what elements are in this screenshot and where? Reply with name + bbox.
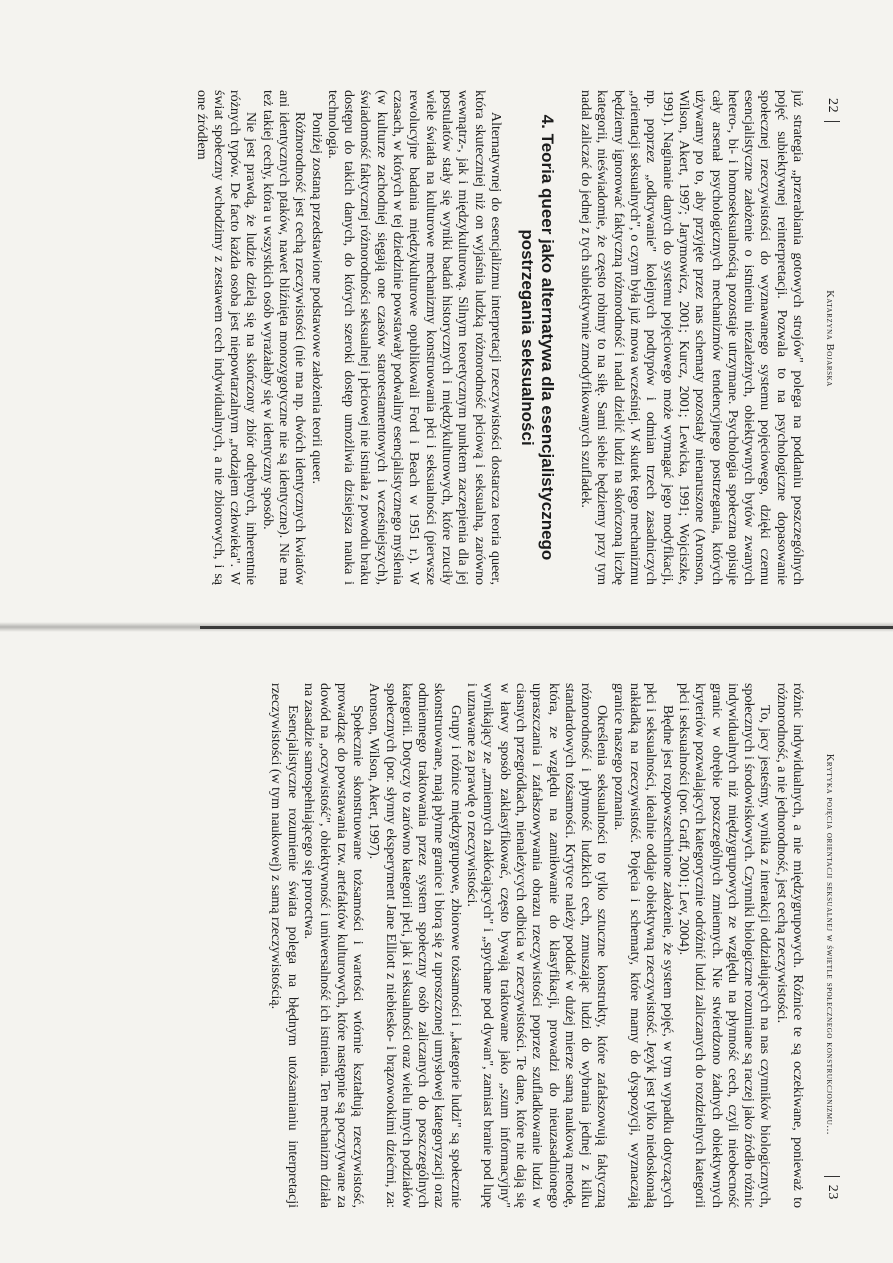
paragraph: różnic indywidualnych, a nie międzygrupowych. Różnice te są oczekiwane, ponieważ to różnorodność, a nie jednorodność, jest cechą rzeczywistości. <box>773 683 805 1208</box>
section-heading: 4. Teoria queer jako alternatywa dla esencjalistycznego postrzegania seksualności <box>517 114 557 561</box>
left-page-number: 22 <box>824 90 840 122</box>
paragraph: Błędne jest rozpowszechnione założenie, że system pojęć, w tym wypadku dotyczących płci i seksualności, idealnie oddaje obiektywną rzeczywistość. Język jest tylko niedoskonałą nakładką na rzeczywistość. Pojęcia i schematy, które mamy do dyspozycji, wyznaczają granice naszego poznania. <box>610 683 675 1208</box>
paragraph: Alternatywnej do esencjalizmu interpretacji rzeczywistości dostarcza teoria queer, która skuteczniej niż on wyjaśnia ludzką różnorodność płciową i seksualną, zarówno wewnątrz-, jak i międzykulturową. Silnym teoretycznym punktem zaczepienia dla jej postulatów stały się wyniki badań historycznych i międzykulturowych, które rzuciły wiele światła na kulturowe mechanizmy konstruowania płci i seksualności (pierwsze rewolucyjne badania międzykulturowe opublikowali Ford i Beach w 1951 r.). W czasach, w których w tej dziedzinie powstawały podwaliny esencjalistycznego myślenia (w kulturze zachodniej sięgają one czasów starotestamentowych i wcześniejszych), świadomość faktycznej różnorodności seksualnej i płciowej nie istniała z powodu braku dostępu do takich danych, do których szeroki dostęp umożliwia dzisiejsza nauka i technologia. <box>324 90 503 585</box>
paragraph: Poniżej zostaną przedstawione podstawowe założenia teorii queer. <box>308 112 324 485</box>
left-running-head <box>823 90 840 585</box>
right-page-number: 23 <box>824 1176 840 1208</box>
paragraph: Nie jest prawdą, że ludzie dzielą się na skończony zbiór odrębnych, inherentnie różnych typów. De facto każda osoba jest niepowtarzalnym „rodzajem człowieka". W świat społeczny wchodzimy z zestawem cech indywidualnych, a nie zbiorowych, i są one źródłem <box>194 90 259 585</box>
paragraph: Społecznie skonstruowane tożsamości i wartości wtórnie kształtują rzeczywistość, prowadząc do powstawania tzw. artefaktów kulturowych, które następnie są poczytywane za dowód na „oczywistość", obiektywność i uniwersalność ich istnienia. Ten mechanizm działa na zasadzie samospełniającego się proroctwa. <box>301 683 365 1208</box>
left-running-title: Katarzyna Bojarska <box>824 290 835 387</box>
paragraph: Określenia seksualności to tylko sztuczne konstrukty, które zafałszowują faktyczną różnorodność i płynność ludzkich cech, zmuszając ludzi do wybrania jednej z kilku standardowych tożsamości. Krytyce należy poddać w dużej mierze samą naukową metodę, która, ze względu na zamiłowanie do klasyfikacji, prowadzi do nieuzasadnionego upraszczania i zafałszowywania obrazu rzeczywistości poprzez szufladkowanie ludzi w ciasnych przegródkach, nienależycych odbicia w rzeczywistości. Te dane, które nie dają się w łatwy sposób zaklasyfikować, często bywają traktowane jako „szum informacyjny" wynikający ze „zmiennych zakłócających" i „spychane pod dywan", zamiast branie pod lupę i uznawane za prawdę o rzeczywistości. <box>464 683 610 1208</box>
book-gutter-line <box>200 626 893 629</box>
right-page <box>50 683 840 1208</box>
right-running-title: Krytyka pojęcia orientacji seksualnej w świetle społecznego konstrukcjonizmu... <box>824 753 835 1136</box>
paragraph: Grupy i różnice międzygrupowe, zbiorowe tożsamości i „kategorie ludzi" są społecznie skonstruowane, mają płynne granice i biorą się z uproszczonej umysłowej kategoryzacji oraz odmiennego traktowania przez system społeczny osób zaliczanych do poszczególnych kategorii. Dotyczy to zarówno kategorii płci, jak i seksualności oraz wielu innych podziałów społecznych (por. słynny eksperyment Jane Elliott z niebiesko- i brązowookimi dziećmi, za: Aronson, Wilson, Akert, 1997). <box>366 683 463 1208</box>
paragraph: Różnorodność jest cechą rzeczywistości (nie ma np. dwóch identycznych kwiatów ani identycznych ptaków, nawet bliźnięta monozygotyczne nie są identyczne). Nie ma też takiej cechy, która u wszystkich osób wyrażałaby się w identyczny sposób. <box>259 90 308 585</box>
paragraph: To, jacy jesteśmy, wynika z interakcji oddziałujących na nas czynników biologicznych, społecznych i środowiskowych. Czynniki biologiczne rozumiane są raczej jako źródło różnic indywidualnych niż międzygrupowych ze względu na płynność cech, czyli nieobecność granic w obrębie poszczególnych zmiennych. Nie stwierdzono żadnych obiektywnych kryteriów pozwalających kategorycznie odróżnić ludzi zaliczanych do rozdzielnych kategorii płci i seksualności (por. Graff, 2001; Lev, 2004). <box>675 683 773 1208</box>
right-running-head <box>823 683 840 1208</box>
left-page <box>50 90 840 585</box>
paragraph: Esencjalistyczne rozumienie świata polega na błędnym utożsamianiu interpretacji rzeczywistości (w tym naukowej) z samą rzeczywistością. <box>268 683 300 1208</box>
paragraph: już strategia „przerabiania gotowych strojów" polega na poddaniu poszczególnych pojęć subiektywnej reinterpretacji. Pozwala to na psychologiczne dopasowanie społecznej rzeczywistości do wyznawanego systemu pojęciowego, dzięki czemu esencjalistyczne założenie o istnieniu niezależnych, obiektywnych bytów zwanych hetero-, bi- i homoseksualnością pozostaje utrzymane. Psychologia społeczna opisuje cały arsenał psychologicznych mechanizmów tendencyjnego postrzegania, których używamy po to, aby przyjęte przez nas schematy pozostały nienaruszone (Aronson, Wilson, Akert, 1997; Jarymowicz, 2001; Kurcz, 2001; Lewicka, 1991; Wojciszke, 1991). Naginanie danych do systemu pojęciowego może wymagać jego modyfikacji, np. poprzez „odkrywanie" kolejnych podtypów i odmian trzech zasadniczych „orientacji seksualnych", o czym była już mowa wcześniej. W skutek tego mechanizmu będziemy ignorować faktyczną różnorodność i nadal dzielić ludzi na skończoną liczbę kategorii, nieświadomie, że często robimy to na siłę. Sami siebie będziemy przy tym nadal zaliczać do jednej z tych subiektywnie zmodyfikowanych szufladek. <box>578 90 805 585</box>
